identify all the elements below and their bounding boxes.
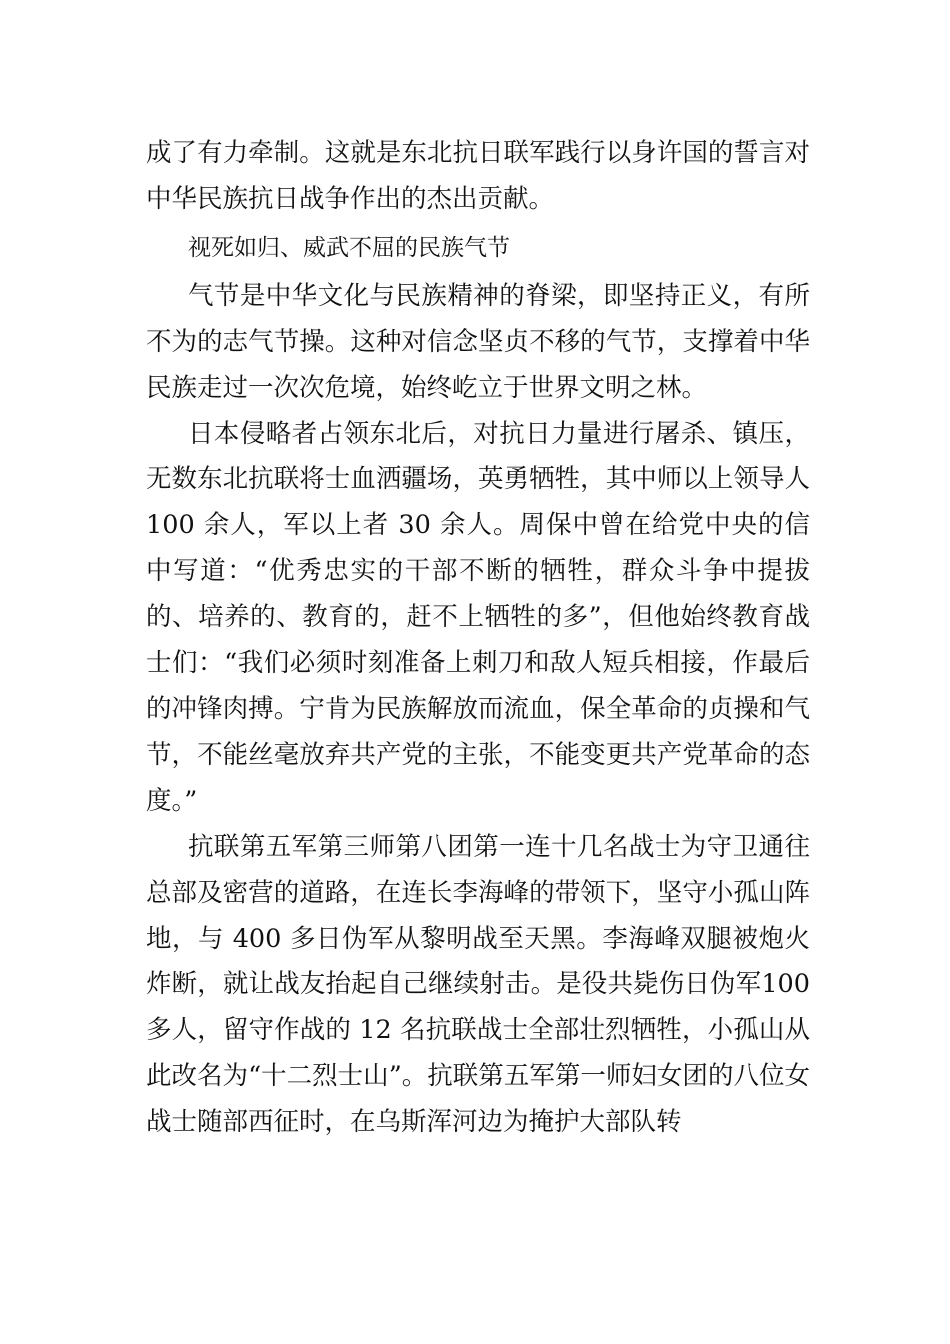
document-body [146,131,810,1146]
paragraph-continuation: 成了有力牵制。这就是东北抗日联军践行以身许国的誓言对中华民族抗日战争作出的杰出贡献。 [146,138,810,214]
section-subheading: 视死如归、威武不屈的民族气节 [188,234,510,261]
paragraph-qijie: 气节是中华文化与民族精神的脊梁，即坚持正义，有所不为的志气节操。这种对信念坚贞不移的气节，支撑着中华民族走过一次次危境，始终屹立于世界文明之林。 [146,280,810,403]
paragraph-fifth-army: 抗联第五军第三师第八团第一连十几名战士为守卫通往总部及密营的道路，在连长李海峰的带领下，坚守小孤山阵地，与 400 多日伪军从黎明战至天黑。李海峰双腿被炮火炸断，就让战友抬起自己继续射击。是役共毙伤日伪军100 多人，留守作战的 12 名抗联战士全部壮烈牺牲，小孤山从此改名为“十二烈士山”。抗联第五军第一师妇女团的八位女战士随部西征时，在乌斯浑河边为掩护大部队转 [146,831,810,1138]
paragraph-invasion: 日本侵略者占领东北后，对抗日力量进行屠杀、镇压，无数东北抗联将士血洒疆场，英勇牺牲，其中师以上领导人 100 余人，军以上者 30 余人。周保中曾在给党中央的信中写道：“优秀忠实的干部不断的牺牲，群众斗争中提拔的、培养的、教育的，赶不上牺牲的多”，但他始终教育战士们：“我们必须时刻准备上刺刀和敌人短兵相接，作最后的冲锋肉搏。宁肯为民族解放而流血，保全革命的贞操和气节，不能丝毫放弃共产党的主张，不能变更共产党革命的态度。” [146,418,810,816]
